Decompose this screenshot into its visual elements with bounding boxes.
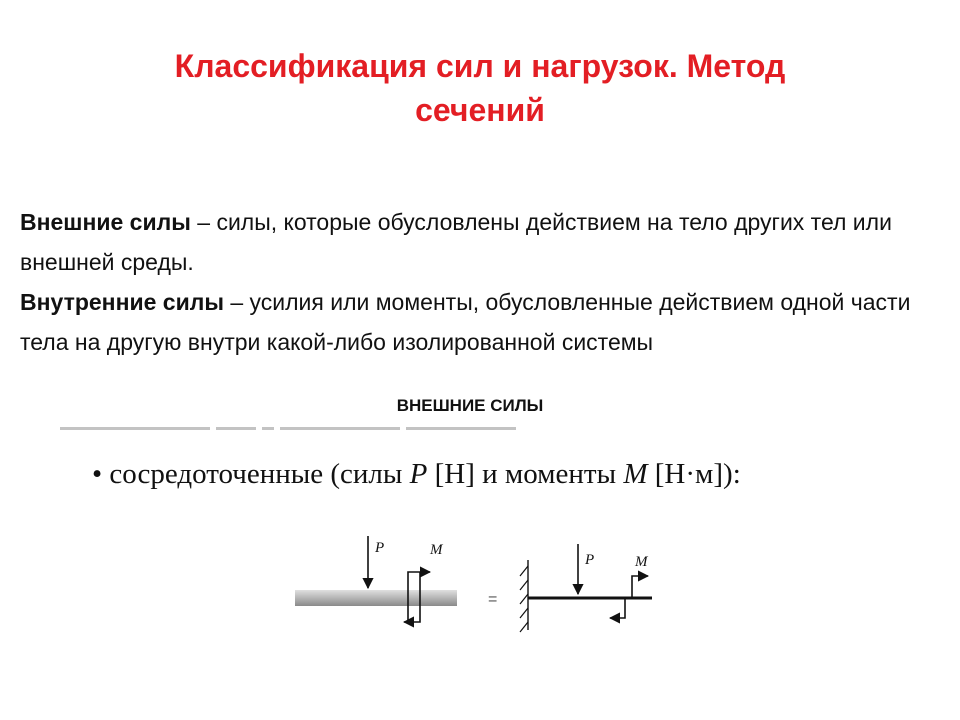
internal-forces-definition (20, 282, 940, 362)
bullet-marker: • (92, 458, 103, 490)
force-moment-diagram (280, 530, 680, 640)
faded-overlapped-text (60, 420, 540, 434)
slide-title-line2: сечений (415, 92, 545, 128)
moment-m-arrow-right-bottom (610, 598, 625, 618)
beam-shaded (295, 590, 457, 606)
label-p-right: P (585, 552, 595, 568)
moment-m-arrow-right (632, 576, 648, 598)
bullet-text-a: сосредоточенные (силы (109, 458, 410, 490)
external-forces-definition (20, 202, 940, 282)
support-hatching (520, 566, 528, 632)
internal-forces-text: – усилия или моменты, обусловленные действием одной части тела на другую внутри какой-либо изолированной системы (20, 289, 911, 355)
symbol-m: M (623, 458, 648, 490)
symbol-p: P (409, 458, 428, 490)
external-forces-text: – силы, которые обусловлены действием на тело других тел или внешней среды. (20, 209, 892, 275)
internal-forces-term: Внутренние силы (20, 289, 224, 315)
bullet-text-c: [Н·м]): (647, 458, 741, 490)
section-heading: ВНЕШНИЕ СИЛЫ (396, 396, 544, 415)
slide-title (0, 44, 960, 132)
label-m-right: M (635, 554, 648, 570)
definitions-block (20, 202, 940, 362)
equals-sign: = (488, 591, 498, 608)
label-m-left: M (430, 542, 443, 558)
bullet-text-b: [Н] и моменты (427, 458, 624, 490)
external-forces-term: Внешние силы (20, 209, 191, 235)
label-p-left: P (375, 540, 385, 556)
bullet-concentrated-loads (92, 452, 912, 496)
slide-title-line1: Классификация сил и нагрузок. Метод (174, 48, 786, 84)
